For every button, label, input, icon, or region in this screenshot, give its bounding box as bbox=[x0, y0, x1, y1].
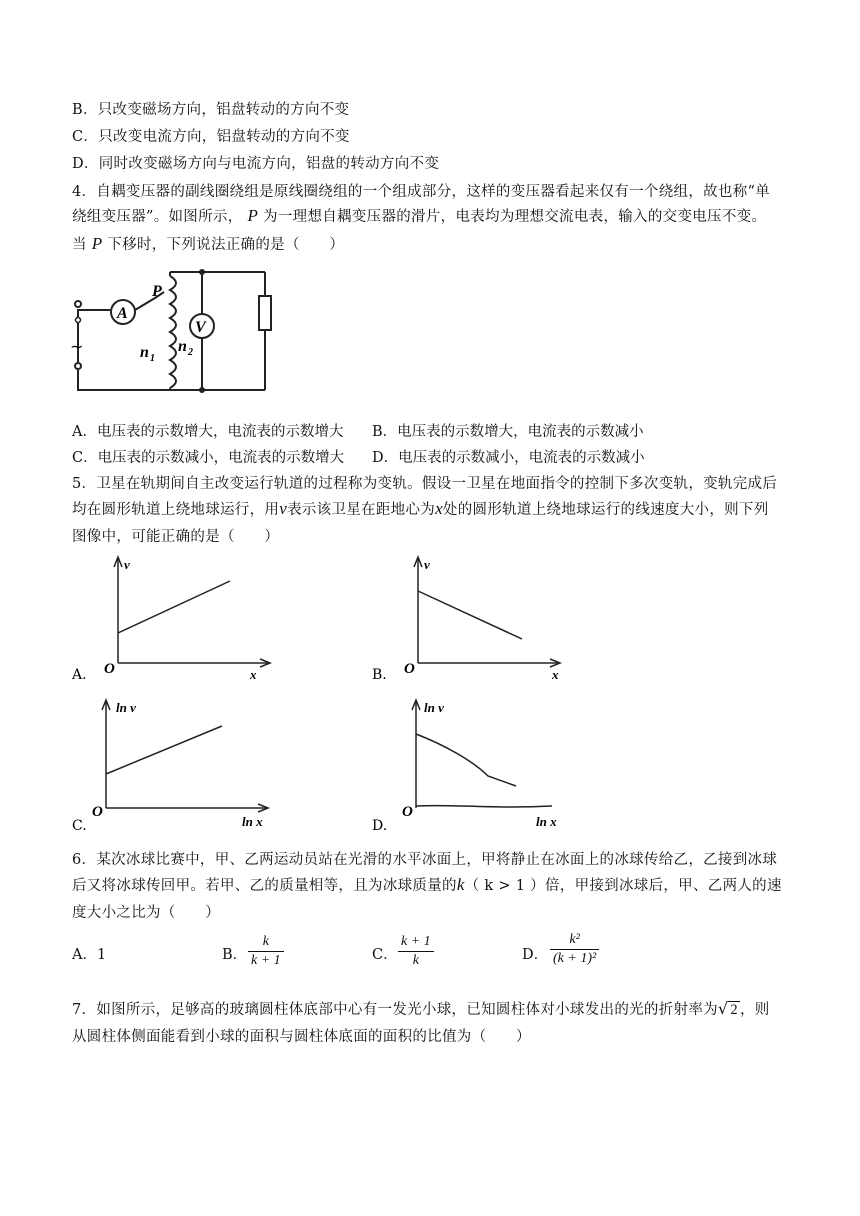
fraction-bar bbox=[248, 951, 284, 952]
graph-b-origin: O bbox=[404, 661, 415, 677]
q4-stem-line2 bbox=[72, 205, 766, 226]
q5-graph-d bbox=[372, 696, 582, 832]
q6-stem-line1: 6．某次冰球比赛中，甲、乙两运动员站在光滑的水平冰面上，甲将静止在冰面上的冰球传给乙，乙接到冰球 bbox=[72, 852, 778, 868]
q5-graph-a bbox=[72, 553, 282, 683]
graph-d-label: D. bbox=[372, 818, 388, 834]
voltmeter-label: V bbox=[195, 319, 206, 336]
q6-option-b-label: B． bbox=[222, 947, 248, 963]
fraction-denominator: (k + 1)² bbox=[553, 951, 597, 966]
q5-stem-text: 表示该卫星在距地心为 bbox=[287, 502, 436, 518]
q6-option-a: A．1 bbox=[72, 947, 107, 963]
coil-n2-label: n bbox=[178, 338, 187, 355]
q7-stem-text: 7．如图所示，足够高的玻璃圆柱体底部中心有一发光小球，已知圆柱体对小球发出的光的折射率为 bbox=[72, 1002, 718, 1018]
graph-c-ylabel: ln v bbox=[116, 700, 136, 715]
fraction-bar bbox=[398, 951, 434, 952]
q6-option-d-label: D． bbox=[522, 947, 549, 963]
slider-label: P bbox=[152, 283, 162, 300]
q5-var-x: x bbox=[435, 499, 443, 518]
q7-stem-text: ，则 bbox=[739, 1002, 770, 1018]
graph-d-ylabel: ln v bbox=[424, 700, 444, 715]
q5-var-v: v bbox=[279, 499, 288, 518]
graph-c-label: C. bbox=[72, 818, 87, 834]
graph-d-origin: O bbox=[402, 804, 413, 820]
q5-stem-line1: 5．卫星在轨期间自主改变运行轨道的过程称为变轨。假设一卫星在地面指令的控制下多次变轨，变轨完成后 bbox=[72, 476, 778, 492]
q4-stem-text: 当 bbox=[72, 237, 87, 253]
q6-stem-line2 bbox=[72, 874, 782, 895]
graph-a-origin: O bbox=[104, 661, 115, 677]
q3-option-d: D．同时改变磁场方向与电流方向，铝盘的转动方向不变 bbox=[72, 156, 440, 172]
sqrt-icon: √ bbox=[717, 999, 729, 1018]
graph-d-curve bbox=[416, 734, 516, 786]
fraction-numerator: k + 1 bbox=[401, 934, 431, 949]
q4-option-d: D．电压表的示数减小，电流表的示数减小 bbox=[372, 450, 645, 466]
q7-stem-line2: 从圆柱体侧面能看到小球的面积与圆柱体底面的面积的比值为（ ） bbox=[72, 1029, 531, 1045]
graph-d-xlabel: ln x bbox=[536, 814, 557, 829]
fraction-denominator: k + 1 bbox=[251, 953, 281, 968]
ac-source-icon: ~ bbox=[70, 337, 84, 356]
q6-option-b-fraction bbox=[248, 934, 284, 969]
q4-stem-text: 绕组变压器”。如图所示， bbox=[72, 209, 243, 225]
coil-n1-label: n bbox=[140, 344, 149, 361]
graph-a-line bbox=[118, 581, 230, 633]
fraction-denominator: k bbox=[412, 953, 419, 968]
q4-stem-line3 bbox=[72, 233, 344, 254]
q6-option-c-label: C． bbox=[372, 947, 398, 963]
graph-c-origin: O bbox=[92, 804, 103, 820]
graph-c-line bbox=[106, 726, 222, 774]
q7-sqrt-radicand: 2 bbox=[730, 1002, 738, 1018]
q4-circuit-diagram bbox=[60, 262, 280, 402]
q6-condition: （ k > 1 ） bbox=[464, 878, 545, 894]
q4-option-c: C．电压表的示数减小，电流表的示数增大 bbox=[72, 450, 345, 466]
q3-option-c: C．只改变电流方向，铝盘转动的方向不变 bbox=[72, 129, 350, 145]
graph-b-ylabel: v bbox=[424, 557, 430, 572]
q4-stem-line1: 4．自耦变压器的副线圈绕组是原线圈绕组的一个组成部分，这样的变压器看起来仅有一个绕组，故也称“单 bbox=[72, 184, 771, 200]
q4-stem-text: 为一理想自耦变压器的滑片，电表均为理想交流电表，输入的交变电压不变。 bbox=[263, 209, 767, 225]
q6-option-d-fraction bbox=[550, 932, 599, 967]
coil-n2-subscript: 2 bbox=[188, 347, 193, 358]
fraction-numerator: k bbox=[262, 934, 269, 949]
q5-graph-c bbox=[72, 696, 282, 832]
q6-var-k: k bbox=[456, 875, 465, 894]
q4-var-p: P bbox=[91, 234, 103, 253]
q6-stem-text: 倍，甲接到冰球后，甲、乙两人的速 bbox=[544, 878, 782, 894]
q5-stem-line2 bbox=[72, 498, 769, 519]
fraction-bar bbox=[550, 949, 599, 950]
q5-stem-text: 处的圆形轨道上绕地球运行的线速度大小，则下列 bbox=[442, 502, 769, 518]
graph-b-xlabel: x bbox=[552, 667, 559, 682]
q3-option-b: B．只改变磁场方向，铝盘转动的方向不变 bbox=[72, 102, 350, 118]
graph-c-xlabel: ln x bbox=[242, 814, 263, 829]
fraction-numerator: k² bbox=[569, 932, 580, 947]
ammeter-label: A bbox=[117, 305, 128, 322]
q4-option-b: B．电压表的示数增大，电流表的示数减小 bbox=[372, 424, 644, 440]
q4-var-p: P bbox=[247, 206, 259, 225]
q6-stem-text: 后又将冰球传回甲。若甲、乙的质量相等，且为冰球质量的 bbox=[72, 878, 457, 894]
graph-a-label: A. bbox=[72, 667, 87, 683]
coil-n1-subscript: 1 bbox=[150, 353, 155, 364]
q5-stem-text: 均在圆形轨道上绕地球运行，用 bbox=[72, 502, 280, 518]
q6-stem-line3: 度大小之比为（ ） bbox=[72, 905, 220, 921]
q5-stem-line3: 图像中，可能正确的是（ ） bbox=[72, 529, 280, 545]
q4-stem-text: 下移时，下列说法正确的是（ ） bbox=[107, 237, 345, 253]
graph-b-line bbox=[418, 591, 522, 639]
graph-a-xlabel: x bbox=[250, 667, 257, 682]
graph-b-label: B. bbox=[372, 667, 387, 683]
graph-a-ylabel: v bbox=[124, 557, 130, 572]
q6-option-c-fraction bbox=[398, 934, 434, 969]
q5-graph-b bbox=[372, 553, 582, 683]
q7-stem-line1 bbox=[72, 998, 770, 1019]
q4-option-a: A．电压表的示数增大，电流表的示数增大 bbox=[72, 424, 344, 440]
